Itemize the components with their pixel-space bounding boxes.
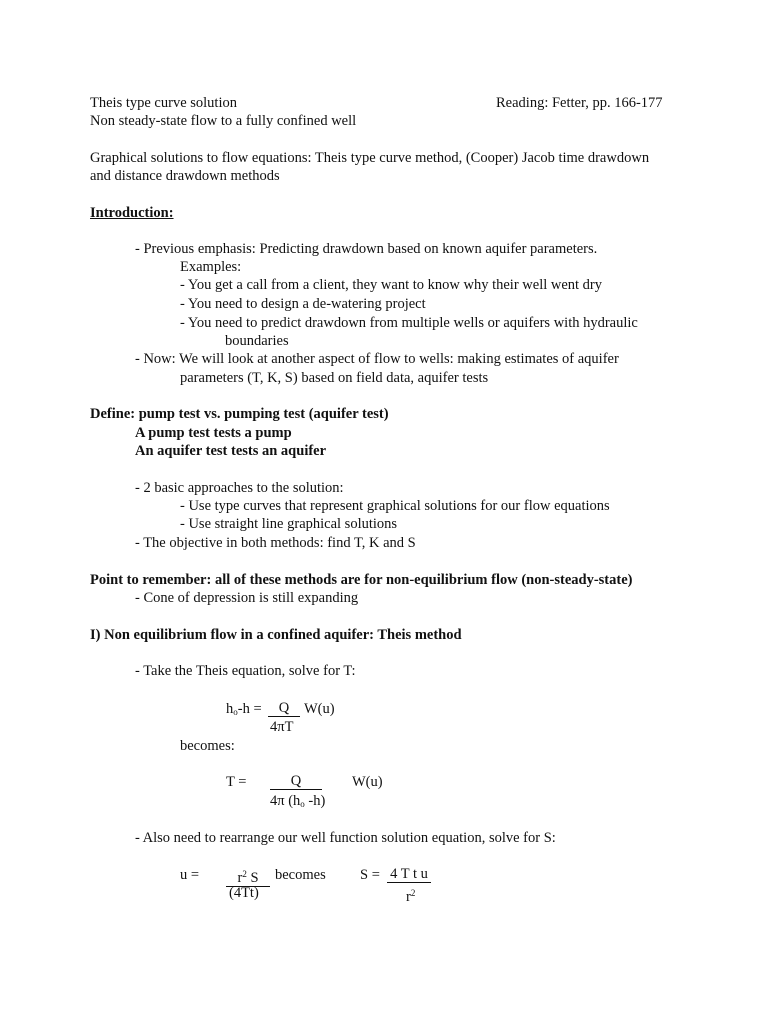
doc-subtitle: Non steady-state flow to a fully confined well <box>90 113 357 129</box>
example-1: - You get a call from a client, they want to know why their well went dry <box>180 277 603 293</box>
eq2-denominator: 4π ($h_o$ -h) <box>270 793 326 809</box>
previous-emphasis: - Previous emphasis: Predicting drawdown based on known aquifer parameters. <box>135 241 598 257</box>
define-line-2: An aquifer test tests an aquifer <box>135 443 327 459</box>
define-heading: Define: pump test vs. pumping test (aquifer test) <box>90 406 389 422</box>
eq2-wu: W(u) <box>352 774 383 790</box>
cone-line: - Cone of depression is still expanding <box>135 590 359 606</box>
eq3-lhs: u = <box>180 867 200 883</box>
examples-label: Examples: <box>180 259 242 275</box>
take-theis-line: - Take the Theis equation, solve for T: <box>135 663 356 679</box>
example-2: - You need to design a de-watering project <box>180 296 426 312</box>
eq4-denominator: $r^2$ <box>406 888 416 905</box>
eq1-lhs: $h_o-h$ = <box>226 701 262 717</box>
eq4-lhs: S = <box>360 867 380 883</box>
eq4-numerator: 4 T t u <box>387 867 431 883</box>
intro-line-2: and distance drawdown methods <box>90 168 280 184</box>
rearrange-line: - Also need to rearrange our well function solution equation, solve for S: <box>135 830 556 846</box>
approach-1: - Use type curves that represent graphical solutions for our flow equations <box>180 498 610 514</box>
approaches-intro: - 2 basic approaches to the solution: <box>135 480 344 496</box>
example-3: - You need to predict drawdown from multiple wells or aquifers with hydraulic <box>180 315 638 331</box>
now-line: - Now: We will look at another aspect of flow to wells: making estimates of aquifer <box>135 351 619 367</box>
eq3-numerator: $r^2$ S <box>226 867 270 887</box>
eq1-denominator: 4πT <box>270 719 294 735</box>
eq2-numerator: Q <box>270 774 322 790</box>
introduction-heading: Introduction: <box>90 205 174 221</box>
becomes-label: becomes: <box>180 738 235 754</box>
section-1-heading: I) Non equilibrium flow in a confined aquifer: Theis method <box>90 627 462 643</box>
approach-2: - Use straight line graphical solutions <box>180 516 398 532</box>
intro-line-1: Graphical solutions to flow equations: Theis type curve method, (Cooper) Jacob time drawdown <box>90 150 650 166</box>
eq3-becomes: becomes <box>275 867 326 883</box>
eq3-denominator: (4Tt) <box>229 885 259 901</box>
remember-heading: Point to remember: all of these methods are for non-equilibrium flow (non-steady-state) <box>90 572 633 588</box>
doc-title: Theis type curve solution <box>90 95 237 111</box>
eq1-numerator: Q <box>268 701 300 717</box>
example-3-cont: boundaries <box>225 333 289 349</box>
define-line-1: A pump test tests a pump <box>135 425 292 441</box>
reading-reference: Reading: Fetter, pp. 166-177 <box>496 95 663 111</box>
now-line-cont: parameters (T, K, S) based on field data, aquifer tests <box>180 370 489 386</box>
eq2-lhs: T = <box>226 774 247 790</box>
objective-line: - The objective in both methods: find T, K and S <box>135 535 416 551</box>
eq1-wu: W(u) <box>304 701 335 717</box>
